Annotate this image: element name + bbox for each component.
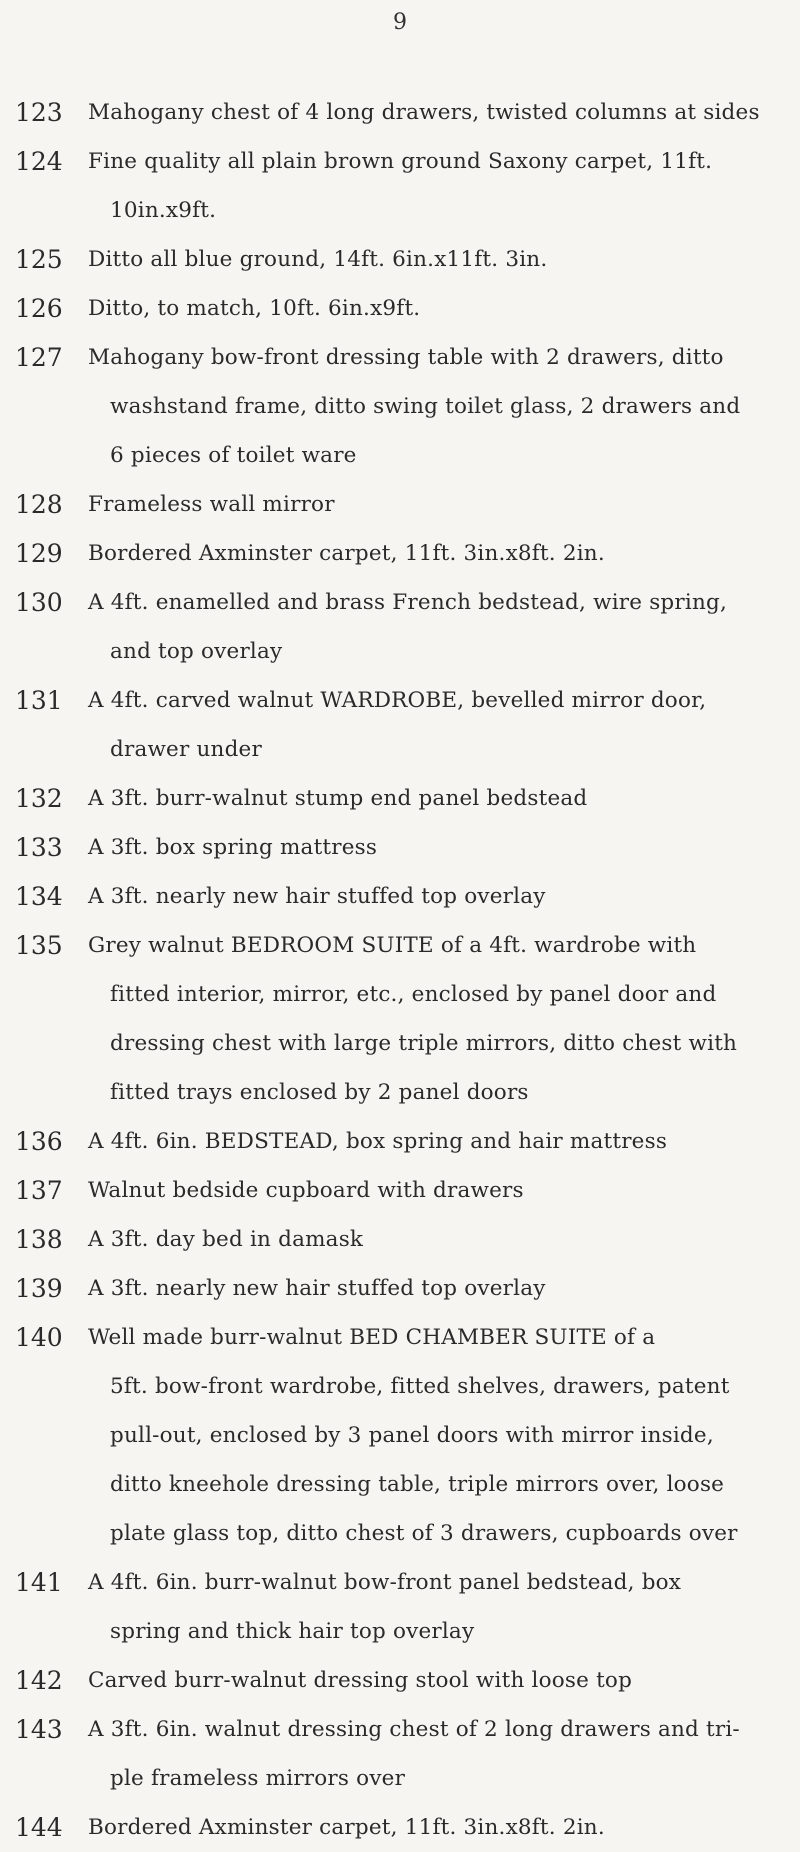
lot-description-line: washstand frame, ditto swing toilet glass, 2 drawers and bbox=[110, 394, 741, 419]
lot-number: 124 bbox=[15, 147, 63, 176]
lot-description-line: A 3ft. 6in. walnut dressing chest of 2 long drawers and tri- bbox=[88, 1717, 740, 1742]
lot-number: 141 bbox=[15, 1568, 63, 1597]
lot-number: 126 bbox=[15, 294, 63, 323]
lot-description-line: 6 pieces of toilet ware bbox=[110, 443, 357, 468]
lot-description-line: A 3ft. burr-walnut stump end panel bedstead bbox=[88, 786, 588, 811]
lot-entry bbox=[0, 1656, 800, 1705]
lot-description bbox=[88, 676, 778, 774]
lot-description bbox=[88, 1803, 778, 1852]
lot-description-line: A 4ft. enamelled and brass French bedstead, wire spring, bbox=[88, 590, 727, 615]
lot-description bbox=[88, 921, 778, 1117]
lot-description bbox=[88, 333, 778, 480]
lot-description bbox=[88, 1656, 778, 1705]
lot-entry bbox=[0, 1705, 800, 1803]
lot-description-line: Walnut bedside cupboard with drawers bbox=[88, 1178, 524, 1203]
lot-description-line: A 4ft. 6in. BEDSTEAD, box spring and hair mattress bbox=[88, 1129, 668, 1154]
lot-number: 123 bbox=[15, 98, 63, 127]
lot-entry bbox=[0, 480, 800, 529]
lot-entry bbox=[0, 1803, 800, 1852]
lot-description-line: ple frameless mirrors over bbox=[110, 1766, 406, 1791]
lot-description-line: plate glass top, ditto chest of 3 drawers, cupboards over bbox=[110, 1521, 738, 1546]
lot-entry bbox=[0, 1117, 800, 1166]
lot-description-line: Ditto, to match, 10ft. 6in.x9ft. bbox=[88, 296, 421, 321]
lot-description-line: fitted interior, mirror, etc., enclosed by panel door and bbox=[110, 982, 717, 1007]
lot-description-line: A 3ft. nearly new hair stuffed top overlay bbox=[88, 1276, 546, 1301]
lot-entry bbox=[0, 1558, 800, 1656]
lot-description bbox=[88, 88, 778, 137]
lot-entry bbox=[0, 137, 800, 235]
lot-number: 132 bbox=[15, 784, 63, 813]
lot-description-line: Mahogany chest of 4 long drawers, twisted columns at sides bbox=[88, 100, 760, 125]
lot-number: 144 bbox=[15, 1813, 63, 1842]
lot-number: 139 bbox=[15, 1274, 63, 1303]
lot-entry bbox=[0, 1215, 800, 1264]
lot-description-line: ditto kneehole dressing table, triple mirrors over, loose bbox=[110, 1472, 725, 1497]
lot-description-line: Grey walnut BEDROOM SUITE of a 4ft. wardrobe with bbox=[88, 933, 697, 958]
lot-number: 133 bbox=[15, 833, 63, 862]
lot-description-line: A 3ft. nearly new hair stuffed top overlay bbox=[88, 884, 546, 909]
lot-entry bbox=[0, 88, 800, 137]
lot-description-line: 5ft. bow-front wardrobe, fitted shelves, drawers, patent bbox=[110, 1374, 730, 1399]
lot-entry bbox=[0, 1264, 800, 1313]
lot-entry bbox=[0, 1166, 800, 1215]
lot-description-line: A 3ft. day bed in damask bbox=[88, 1227, 364, 1252]
lot-number: 138 bbox=[15, 1225, 63, 1254]
lot-description-line: Carved burr-walnut dressing stool with loose top bbox=[88, 1668, 633, 1693]
lot-description bbox=[88, 1117, 778, 1166]
lot-description bbox=[88, 137, 778, 235]
lot-entry bbox=[0, 333, 800, 480]
lot-description bbox=[88, 578, 778, 676]
lot-number: 131 bbox=[15, 686, 63, 715]
lot-description-line: dressing chest with large triple mirrors, ditto chest with bbox=[110, 1031, 738, 1056]
lot-number: 143 bbox=[15, 1715, 63, 1744]
lot-description-line: and top overlay bbox=[110, 639, 283, 664]
lot-description bbox=[88, 284, 778, 333]
lot-description-line: Mahogany bow-front dressing table with 2 drawers, ditto bbox=[88, 345, 724, 370]
lot-entry bbox=[0, 823, 800, 872]
lot-entry bbox=[0, 676, 800, 774]
lot-number: 137 bbox=[15, 1176, 63, 1205]
lot-description bbox=[88, 1705, 778, 1803]
page-number: 9 bbox=[393, 10, 407, 35]
lot-description-line: spring and thick hair top overlay bbox=[110, 1619, 475, 1644]
lot-entry bbox=[0, 872, 800, 921]
lot-entry bbox=[0, 1313, 800, 1558]
lot-description-line: Frameless wall mirror bbox=[88, 492, 335, 517]
lot-number: 140 bbox=[15, 1323, 63, 1352]
lot-description bbox=[88, 872, 778, 921]
lot-entry bbox=[0, 921, 800, 1117]
lot-description bbox=[88, 235, 778, 284]
lot-list bbox=[0, 88, 800, 1852]
lot-entry bbox=[0, 578, 800, 676]
lot-description-line: Bordered Axminster carpet, 11ft. 3in.x8ft. 2in. bbox=[88, 541, 605, 566]
lot-description bbox=[88, 480, 778, 529]
lot-description-line: Fine quality all plain brown ground Saxony carpet, 11ft. bbox=[88, 149, 713, 174]
lot-number: 125 bbox=[15, 245, 63, 274]
lot-description bbox=[88, 1558, 778, 1656]
lot-description-line: fitted trays enclosed by 2 panel doors bbox=[110, 1080, 529, 1105]
lot-description-line: Ditto all blue ground, 14ft. 6in.x11ft. 3in. bbox=[88, 247, 548, 272]
lot-description bbox=[88, 1313, 778, 1558]
lot-description bbox=[88, 1166, 778, 1215]
lot-description-line: drawer under bbox=[110, 737, 262, 762]
lot-number: 136 bbox=[15, 1127, 63, 1156]
lot-number: 134 bbox=[15, 882, 63, 911]
lot-number: 128 bbox=[15, 490, 63, 519]
lot-description bbox=[88, 823, 778, 872]
lot-description-line: A 3ft. box spring mattress bbox=[88, 835, 378, 860]
lot-description-line: A 4ft. carved walnut WARDROBE, bevelled mirror door, bbox=[88, 688, 707, 713]
lot-number: 142 bbox=[15, 1666, 63, 1695]
lot-entry bbox=[0, 235, 800, 284]
lot-description-line: Bordered Axminster carpet, 11ft. 3in.x8ft. 2in. bbox=[88, 1815, 605, 1840]
lot-description bbox=[88, 529, 778, 578]
lot-description-line: A 4ft. 6in. burr-walnut bow-front panel bedstead, box bbox=[88, 1570, 682, 1595]
lot-number: 129 bbox=[15, 539, 63, 568]
lot-entry bbox=[0, 529, 800, 578]
lot-entry bbox=[0, 774, 800, 823]
lot-number: 130 bbox=[15, 588, 63, 617]
lot-description bbox=[88, 1264, 778, 1313]
lot-description bbox=[88, 774, 778, 823]
lot-entry bbox=[0, 284, 800, 333]
lot-description-line: pull-out, enclosed by 3 panel doors with mirror inside, bbox=[110, 1423, 714, 1448]
lot-description bbox=[88, 1215, 778, 1264]
lot-number: 127 bbox=[15, 343, 63, 372]
lot-description-line: 10in.x9ft. bbox=[110, 198, 217, 223]
lot-number: 135 bbox=[15, 931, 63, 960]
lot-description-line: Well made burr-walnut BED CHAMBER SUITE of a bbox=[88, 1325, 656, 1350]
